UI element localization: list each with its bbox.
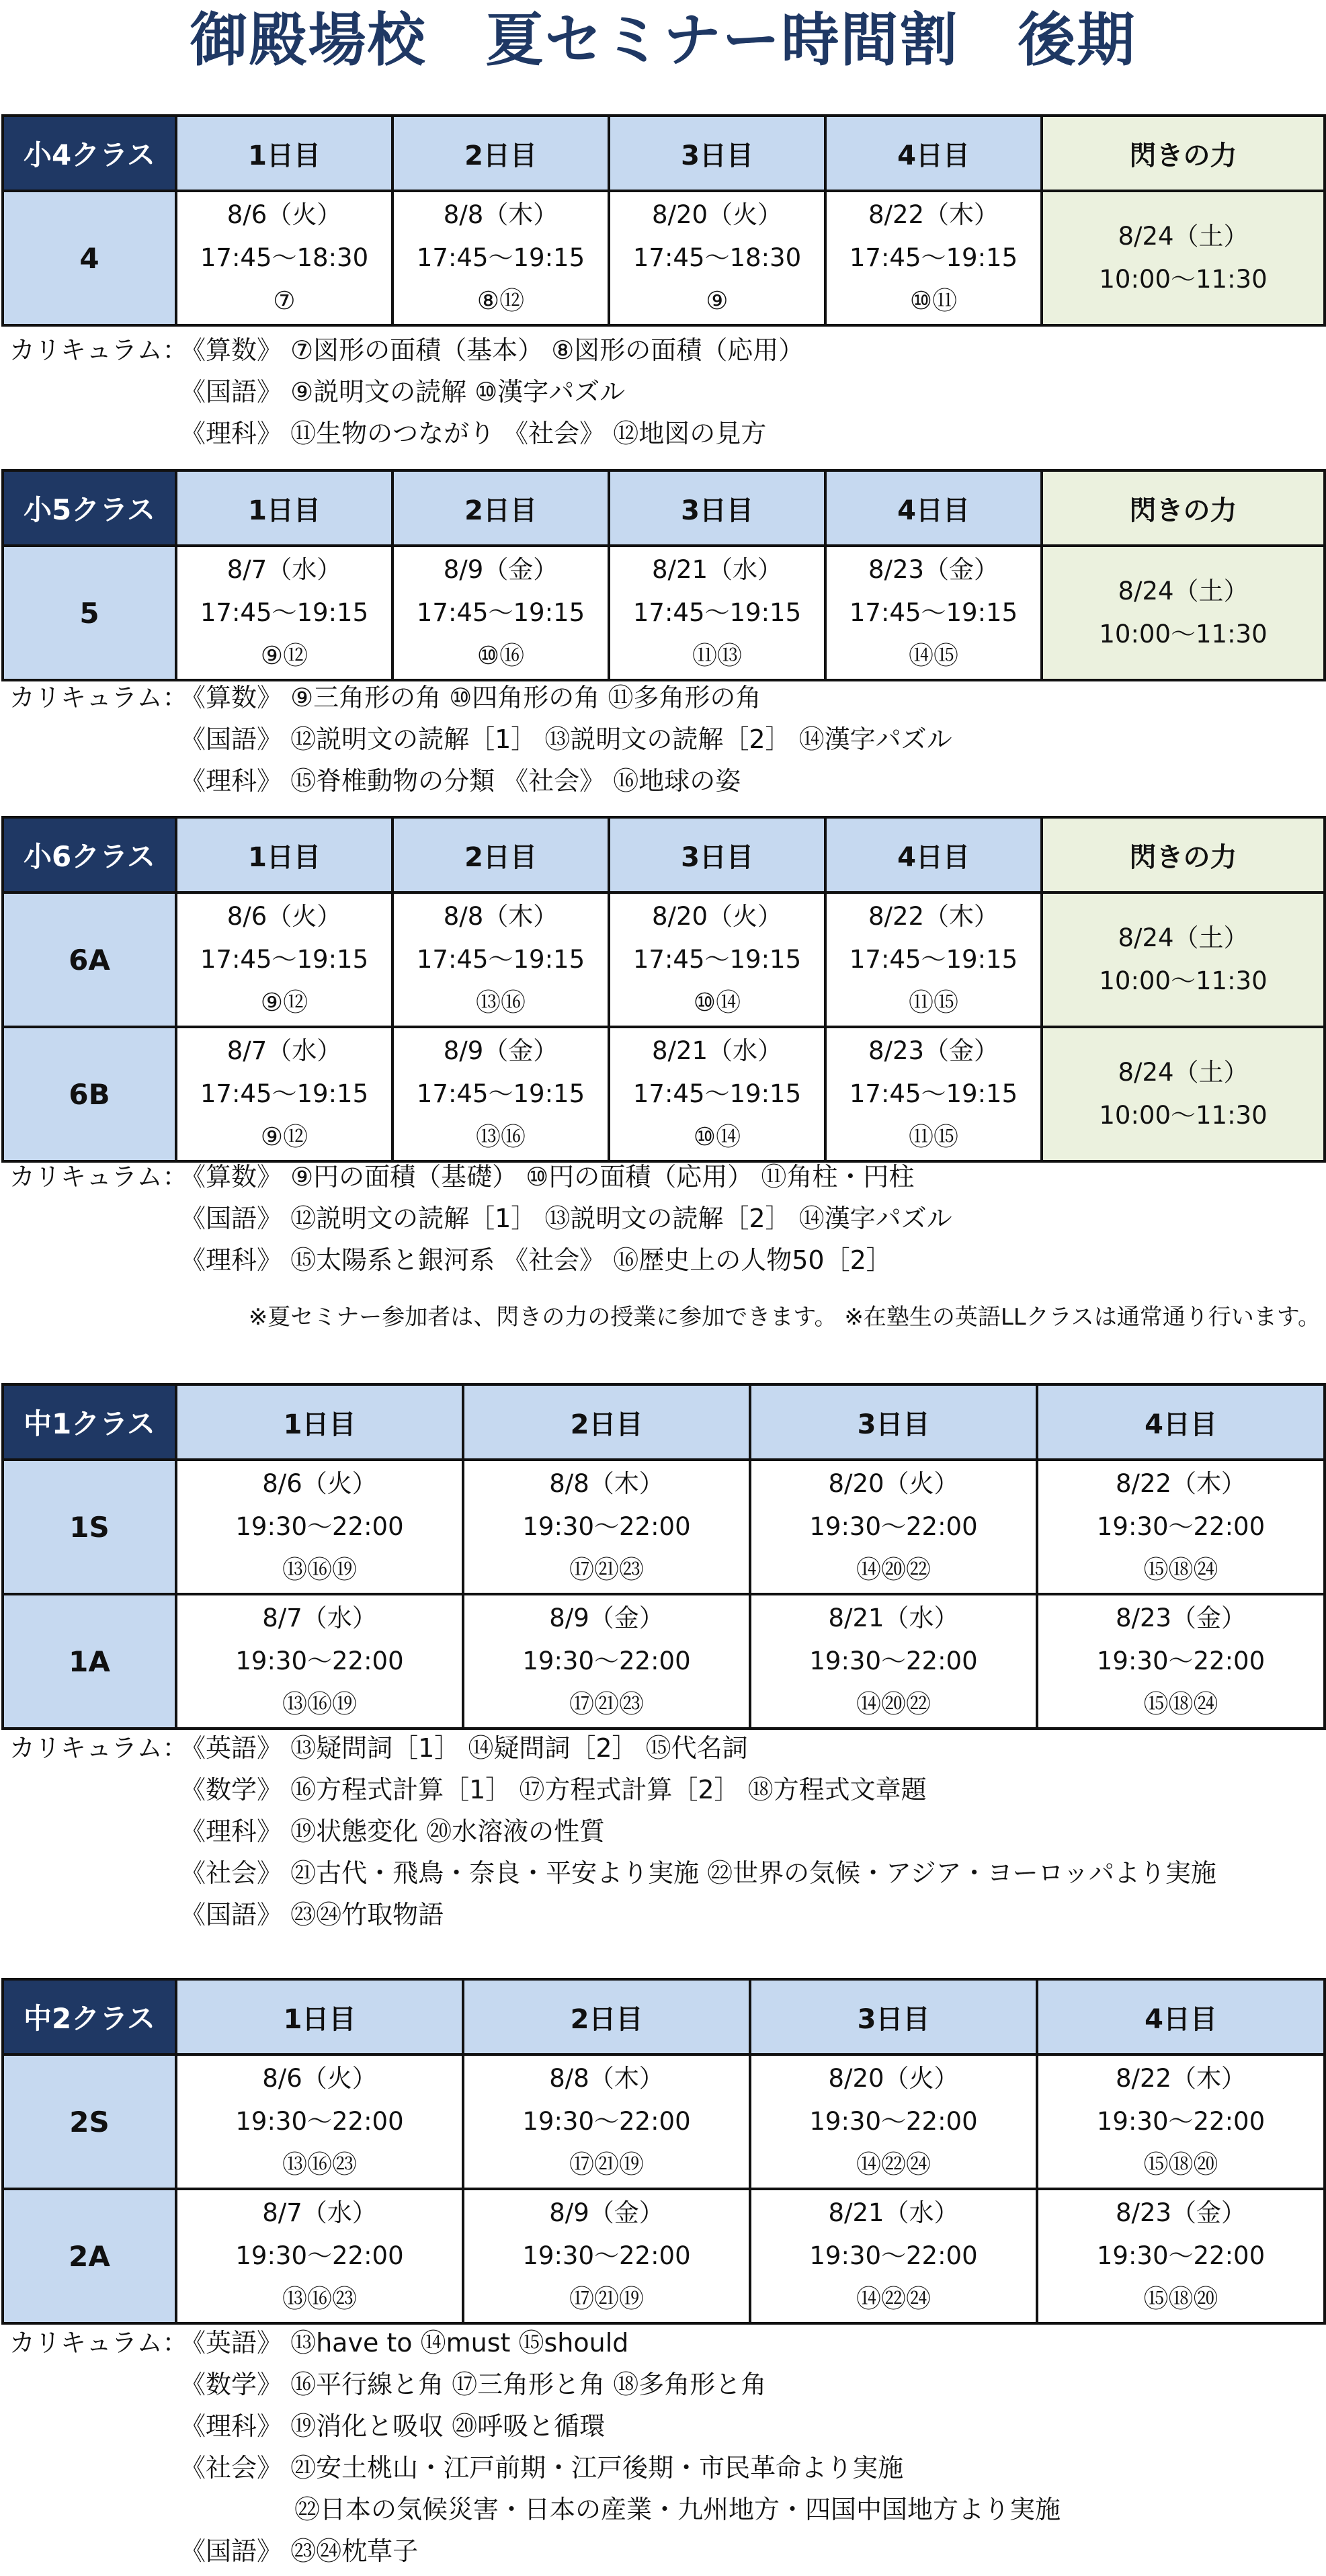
session-time: 17:45～19:15 — [849, 1079, 1018, 1108]
session-time: 17:45～19:15 — [416, 1079, 585, 1108]
day-header: 1日目 — [176, 116, 392, 191]
session-time: 19:30～22:00 — [235, 1647, 404, 1675]
session-cell — [392, 546, 609, 680]
session-date: 8/22（木） — [868, 200, 999, 229]
schedule-table-elem6 — [1, 816, 1326, 1163]
session-date: 8/22（木） — [1115, 2064, 1247, 2093]
day-header: 2日目 — [392, 116, 609, 191]
special-time: 10:00～11:30 — [1099, 265, 1268, 294]
session-time: 19:30～22:00 — [809, 2241, 978, 2270]
session-time: 17:45～19:15 — [849, 598, 1018, 627]
class-name: 小4クラス — [3, 116, 176, 191]
session-date: 8/20（火） — [651, 200, 783, 229]
special-cell — [1042, 546, 1325, 680]
curriculum-line: 《国語》 ⑫説明文の読解［1］ ⑬説明文の読解［2］ ⑭漢字パズル — [180, 1204, 952, 1233]
special-header: 閃きの力 — [1042, 470, 1325, 546]
session-units: ⑬⑯㉓ — [282, 2284, 357, 2313]
special-cell — [1042, 191, 1325, 325]
session-date: 8/22（木） — [1115, 1469, 1247, 1498]
curriculum-line: 《社会》 ㉑安土桃山・江戸前期・江戸後期・市民革命より実施 — [180, 2453, 904, 2483]
session-time: 17:45～18:30 — [632, 243, 802, 272]
session-cell — [176, 2054, 463, 2189]
session-date: 8/20（火） — [651, 902, 783, 931]
row-name: 1S — [3, 1460, 176, 1594]
session-cell — [825, 546, 1042, 680]
session-time: 17:45～18:30 — [200, 243, 369, 272]
schedule-table-elem4 — [1, 114, 1326, 327]
session-cell — [463, 1460, 750, 1594]
session-cell — [463, 1594, 750, 1729]
session-date: 8/9（金） — [443, 1036, 558, 1065]
session-units: ⑨⑫ — [260, 988, 308, 1017]
class-name: 小6クラス — [3, 817, 176, 892]
session-cell — [609, 1027, 825, 1161]
session-date: 8/23（金） — [1115, 2198, 1247, 2227]
curriculum-line: 《理科》 ⑲状態変化 ⑳水溶液の性質 — [180, 1817, 606, 1846]
curriculum-line: 《英語》 ⑬have to ⑭must ⑮should — [180, 2328, 629, 2358]
session-date: 8/21（水） — [651, 555, 783, 584]
session-time: 17:45～19:15 — [632, 945, 802, 974]
session-units: ⑭㉒㉔ — [856, 2284, 931, 2313]
session-date: 8/6（火） — [226, 902, 342, 931]
session-units: ⑩⑭ — [693, 1122, 741, 1151]
curriculum-line: 《数学》 ⑯方程式計算［1］ ⑰方程式計算［2］ ⑱方程式文章題 — [180, 1775, 927, 1804]
curriculum-label: カリキュラム： — [9, 335, 188, 365]
session-date: 8/6（火） — [262, 1469, 377, 1498]
session-date: 8/23（金） — [1115, 1604, 1247, 1632]
session-cell — [1037, 1594, 1325, 1729]
session-cell — [463, 2189, 750, 2323]
session-date: 8/22（木） — [868, 902, 999, 931]
special-cell — [1042, 1027, 1325, 1161]
session-date: 8/7（水） — [226, 555, 342, 584]
schedule-table-jh1 — [1, 1383, 1326, 1730]
curriculum-line: 《理科》 ⑮太陽系と銀河系 《社会》 ⑯歴史上の人物50［2］ — [180, 1245, 892, 1275]
row-name: 1A — [3, 1594, 176, 1729]
row-name: 6A — [3, 892, 176, 1027]
session-cell — [176, 1027, 392, 1161]
special-date: 8/24（土） — [1118, 923, 1249, 952]
curriculum-line: 《算数》 ⑨円の面積（基礎） ⑩円の面積（応用） ⑪角柱・円柱 — [180, 1162, 915, 1192]
day-header: 2日目 — [463, 1979, 750, 2054]
day-header: 4日目 — [825, 470, 1042, 546]
day-header: 4日目 — [1037, 1384, 1325, 1460]
session-cell — [750, 2189, 1037, 2323]
day-header: 1日目 — [176, 1979, 463, 2054]
curriculum-line: 《数学》 ⑯平行線と角 ⑰三角形と角 ⑱多角形と角 — [180, 2370, 767, 2399]
session-date: 8/9（金） — [443, 555, 558, 584]
row-name: 5 — [3, 546, 176, 680]
session-time: 19:30～22:00 — [1096, 1647, 1266, 1675]
session-date: 8/8（木） — [443, 200, 558, 229]
special-cell — [1042, 892, 1325, 1027]
curriculum-label: カリキュラム： — [9, 683, 188, 712]
session-units: ⑩⑭ — [693, 988, 741, 1017]
special-date: 8/24（土） — [1118, 1058, 1249, 1087]
session-time: 19:30～22:00 — [1096, 2241, 1266, 2270]
session-units: ⑪⑬ — [692, 641, 742, 670]
session-date: 8/21（水） — [651, 1036, 783, 1065]
session-time: 17:45～19:15 — [416, 945, 585, 974]
session-date: 8/6（火） — [262, 2064, 377, 2093]
row-name: 4 — [3, 191, 176, 325]
session-time: 17:45～19:15 — [200, 598, 369, 627]
session-units: ⑩⑯ — [476, 641, 525, 670]
session-time: 19:30～22:00 — [522, 2107, 691, 2136]
session-cell — [176, 1460, 463, 1594]
session-cell — [1037, 2189, 1325, 2323]
day-header: 1日目 — [176, 470, 392, 546]
session-cell — [609, 892, 825, 1027]
session-time: 19:30～22:00 — [522, 1647, 691, 1675]
session-units: ⑬⑯⑲ — [282, 1555, 357, 1584]
session-units: ⑰㉑⑲ — [569, 2284, 644, 2313]
session-date: 8/8（木） — [549, 1469, 664, 1498]
session-date: 8/23（金） — [868, 555, 999, 584]
day-header: 3日目 — [609, 817, 825, 892]
session-time: 19:30～22:00 — [809, 2107, 978, 2136]
row-name: 2S — [3, 2054, 176, 2189]
day-header: 3日目 — [609, 116, 825, 191]
class-name: 中2クラス — [3, 1979, 176, 2054]
session-date: 8/9（金） — [549, 2198, 664, 2227]
session-units: ⑰㉑⑲ — [569, 2150, 644, 2179]
session-units: ⑭⑮ — [909, 641, 958, 670]
session-date: 8/7（水） — [226, 1036, 342, 1065]
class-name: 小5クラス — [3, 470, 176, 546]
session-units: ⑭⑳㉒ — [856, 1555, 931, 1584]
day-header: 1日目 — [176, 817, 392, 892]
session-units: ⑦ — [273, 286, 296, 315]
curriculum-line: 《英語》 ⑬疑問詞［1］ ⑭疑問詞［2］ ⑮代名詞 — [180, 1733, 748, 1763]
session-units: ⑮⑱㉔ — [1143, 1690, 1218, 1718]
session-time: 19:30～22:00 — [522, 2241, 691, 2270]
special-time: 10:00～11:30 — [1099, 966, 1268, 995]
session-cell — [825, 892, 1042, 1027]
session-cell — [392, 1027, 609, 1161]
session-units: ⑪⑮ — [909, 1122, 958, 1151]
class-name: 中1クラス — [3, 1384, 176, 1460]
special-time: 10:00～11:30 — [1099, 1101, 1268, 1130]
session-date: 8/8（木） — [549, 2064, 664, 2093]
day-header: 3日目 — [609, 470, 825, 546]
curriculum-line: 《理科》 ⑪生物のつながり 《社会》 ⑫地図の見方 — [180, 419, 767, 448]
session-units: ⑭㉒㉔ — [856, 2150, 931, 2179]
session-units: ⑭⑳㉒ — [856, 1690, 931, 1718]
session-time: 17:45～19:15 — [416, 243, 585, 272]
session-cell — [176, 1594, 463, 1729]
curriculum-line: 《社会》 ㉑古代・飛鳥・奈良・平安より実施 ㉒世界の気候・アジア・ヨーロッパより実施 — [180, 1858, 1216, 1888]
curriculum-line: 《理科》 ⑮脊椎動物の分類 《社会》 ⑯地球の姿 — [180, 766, 741, 796]
session-time: 19:30～22:00 — [522, 1512, 691, 1541]
session-time: 17:45～19:15 — [200, 1079, 369, 1108]
session-date: 8/21（水） — [828, 1604, 959, 1632]
curriculum-line: 《国語》 ⑨説明文の読解 ⑩漢字パズル — [180, 377, 626, 407]
session-date: 8/6（火） — [226, 200, 342, 229]
session-time: 19:30～22:00 — [1096, 2107, 1266, 2136]
session-time: 17:45～19:15 — [849, 243, 1018, 272]
day-header: 2日目 — [392, 817, 609, 892]
session-cell — [609, 191, 825, 325]
session-time: 19:30～22:00 — [235, 2107, 404, 2136]
session-cell — [176, 892, 392, 1027]
curriculum-line: 《国語》 ⑫説明文の読解［1］ ⑬説明文の読解［2］ ⑭漢字パズル — [180, 724, 952, 754]
curriculum-line: 《国語》 ㉓㉔枕草子 — [180, 2536, 419, 2566]
session-time: 19:30～22:00 — [235, 2241, 404, 2270]
day-header: 3日目 — [750, 1979, 1037, 2054]
special-time: 10:00～11:30 — [1099, 620, 1268, 649]
session-units: ⑰㉑㉓ — [569, 1555, 644, 1584]
page-title: 御殿場校 夏セミナー時間割 後期 — [190, 7, 1136, 74]
session-time: 19:30～22:00 — [809, 1647, 978, 1675]
row-name: 6B — [3, 1027, 176, 1161]
session-cell — [750, 2054, 1037, 2189]
session-date: 8/9（金） — [549, 1604, 664, 1632]
schedule-table-jh2 — [1, 1978, 1326, 2325]
session-time: 17:45～19:15 — [632, 598, 802, 627]
curriculum-line: ㉒日本の気候災害・日本の産業・九州地方・四国中国地方より実施 — [294, 2495, 1061, 2524]
session-units: ⑬⑯ — [476, 988, 526, 1017]
notice-text: ※夏セミナー参加者は、閃きの力の授業に参加できます。 ※在塾生の英語LLクラスは通常通り行います。 — [248, 1304, 1321, 1331]
curriculum-line: 《算数》 ⑨三角形の角 ⑩四角形の角 ⑪多角形の角 — [180, 683, 761, 712]
session-date: 8/7（水） — [262, 2198, 377, 2227]
curriculum-label: カリキュラム： — [9, 2328, 188, 2358]
day-header: 2日目 — [463, 1384, 750, 1460]
session-time: 17:45～19:15 — [200, 945, 369, 974]
session-units: ⑨⑫ — [260, 1122, 308, 1151]
curriculum-label: カリキュラム： — [9, 1733, 188, 1763]
session-units: ⑬⑯ — [476, 1122, 526, 1151]
session-units: ⑪⑮ — [909, 988, 958, 1017]
session-cell — [1037, 2054, 1325, 2189]
session-units: ⑮⑱㉔ — [1143, 1555, 1218, 1584]
day-header: 4日目 — [825, 817, 1042, 892]
session-cell — [176, 546, 392, 680]
session-time: 17:45～19:15 — [632, 1079, 802, 1108]
session-cell — [392, 191, 609, 325]
session-date: 8/23（金） — [868, 1036, 999, 1065]
session-cell — [176, 2189, 463, 2323]
special-header: 閃きの力 — [1042, 116, 1325, 191]
session-time: 19:30～22:00 — [809, 1512, 978, 1541]
day-header: 3日目 — [750, 1384, 1037, 1460]
session-cell — [750, 1594, 1037, 1729]
session-time: 19:30～22:00 — [235, 1512, 404, 1541]
row-name: 2A — [3, 2189, 176, 2323]
special-date: 8/24（土） — [1118, 577, 1249, 606]
session-cell — [750, 1460, 1037, 1594]
session-units: ⑰㉑㉓ — [569, 1690, 644, 1718]
day-header: 4日目 — [1037, 1979, 1325, 2054]
session-cell — [609, 546, 825, 680]
session-cell — [463, 2054, 750, 2189]
session-date: 8/20（火） — [828, 1469, 959, 1498]
special-header: 閃きの力 — [1042, 817, 1325, 892]
session-cell — [392, 892, 609, 1027]
session-time: 19:30～22:00 — [1096, 1512, 1266, 1541]
session-units: ⑬⑯⑲ — [282, 1690, 357, 1718]
session-date: 8/20（火） — [828, 2064, 959, 2093]
session-cell — [1037, 1460, 1325, 1594]
curriculum-line: 《国語》 ㉓㉔竹取物語 — [180, 1900, 444, 1929]
session-units: ⑩⑪ — [909, 286, 958, 315]
session-cell — [825, 1027, 1042, 1161]
session-units: ⑨⑫ — [260, 641, 308, 670]
special-date: 8/24（土） — [1118, 222, 1249, 251]
session-cell — [176, 191, 392, 325]
day-header: 1日目 — [176, 1384, 463, 1460]
day-header: 2日目 — [392, 470, 609, 546]
curriculum-line: 《算数》 ⑦図形の面積（基本） ⑧図形の面積（応用） — [180, 335, 804, 365]
session-units: ⑮⑱⑳ — [1143, 2150, 1218, 2179]
session-units: ⑧⑫ — [476, 286, 525, 315]
curriculum-label: カリキュラム： — [9, 1162, 188, 1192]
session-time: 17:45～19:15 — [416, 598, 585, 627]
session-date: 8/7（水） — [262, 1604, 377, 1632]
session-time: 17:45～19:15 — [849, 945, 1018, 974]
session-units: ⑮⑱⑳ — [1143, 2284, 1218, 2313]
session-date: 8/21（水） — [828, 2198, 959, 2227]
session-units: ⑨ — [706, 286, 729, 315]
curriculum-line: 《理科》 ⑲消化と吸収 ⑳呼吸と循環 — [180, 2411, 606, 2441]
session-date: 8/8（木） — [443, 902, 558, 931]
session-cell — [825, 191, 1042, 325]
schedule-table-elem5 — [1, 469, 1326, 681]
session-units: ⑬⑯㉓ — [282, 2150, 357, 2179]
day-header: 4日目 — [825, 116, 1042, 191]
